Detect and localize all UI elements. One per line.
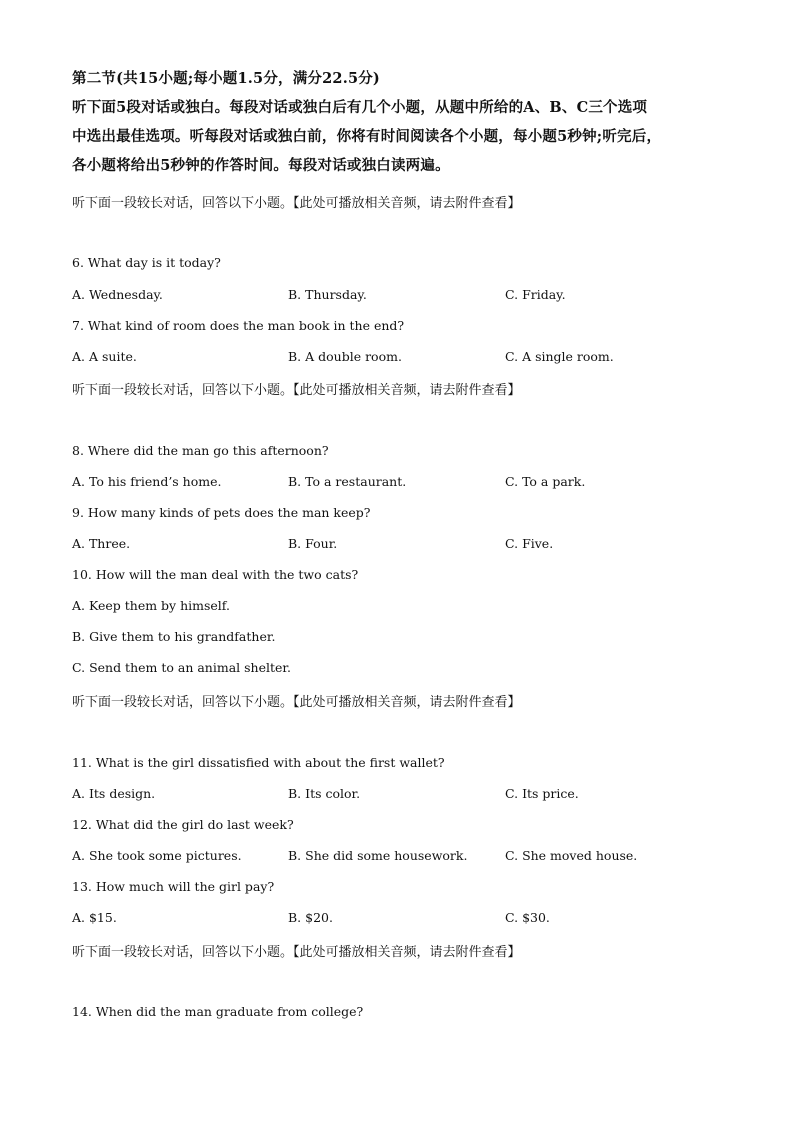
question-7-option-c: C. A single room. bbox=[505, 349, 614, 364]
question-12-option-b: B. She did some housework. bbox=[288, 848, 468, 863]
question-11: 11. What is the girl dissatisfied with about the first wallet? bbox=[72, 755, 445, 770]
question-11-option-a: A. Its design. bbox=[72, 786, 156, 801]
question-8-option-b: B. To a restaurant. bbox=[288, 474, 407, 489]
question-14: 14. When did the man graduate from college? bbox=[72, 1004, 364, 1019]
question-11-option-c: C. Its price. bbox=[505, 786, 579, 801]
question-12-option-c: C. She moved house. bbox=[505, 848, 638, 863]
segment-intro: 听下面一段较长对话，回答以下小题。【此处可播放相关音频，请去附件查看】 bbox=[72, 695, 521, 710]
question-7: 7. What kind of room does the man book in the end? bbox=[72, 318, 405, 333]
question-7-option-b: B. A double room. bbox=[288, 349, 402, 364]
instruction-line-1: 听下面5段对话或独白。每段对话或独白后有几个小题，从题中所给的A、B、C三个选项 bbox=[72, 99, 648, 116]
question-6-option-b: B. Thursday. bbox=[288, 287, 367, 302]
section-heading bbox=[72, 64, 722, 180]
question-9-option-c: C. Five. bbox=[505, 536, 554, 551]
question-6: 6. What day is it today? bbox=[72, 255, 221, 270]
question-12-option-a: A. She took some pictures. bbox=[72, 848, 242, 863]
question-9-option-a: A. Three. bbox=[72, 536, 131, 551]
segment-intro: 听下面一段较长对话，回答以下小题。【此处可播放相关音频，请去附件查看】 bbox=[72, 196, 521, 211]
question-9-option-b: B. Four. bbox=[288, 536, 338, 551]
question-11-option-b: B. Its color. bbox=[288, 786, 361, 801]
instruction-line-3: 各小题将给出5秒钟的作答时间。每段对话或独白读两遍。 bbox=[72, 157, 450, 174]
segment-intro: 听下面一段较长对话，回答以下小题。【此处可播放相关音频，请去附件查看】 bbox=[72, 945, 521, 960]
question-10-option-b: B. Give them to his grandfather. bbox=[72, 629, 276, 644]
question-9: 9. How many kinds of pets does the man keep? bbox=[72, 505, 371, 520]
question-12: 12. What did the girl do last week? bbox=[72, 817, 294, 832]
question-6-option-c: C. Friday. bbox=[505, 287, 566, 302]
question-10-option-a: A. Keep them by himself. bbox=[72, 598, 230, 613]
question-10: 10. How will the man deal with the two cats? bbox=[72, 567, 359, 582]
question-10-option-c: C. Send them to an animal shelter. bbox=[72, 660, 291, 675]
question-8-option-c: C. To a park. bbox=[505, 474, 586, 489]
question-13-option-c: C. $30. bbox=[505, 910, 550, 925]
question-13-option-b: B. $20. bbox=[288, 910, 333, 925]
question-13: 13. How much will the girl pay? bbox=[72, 879, 275, 894]
question-8: 8. Where did the man go this afternoon? bbox=[72, 443, 329, 458]
question-13-option-a: A. $15. bbox=[72, 910, 117, 925]
question-6-option-a: A. Wednesday. bbox=[72, 287, 163, 302]
question-7-option-a: A. A suite. bbox=[72, 349, 137, 364]
instruction-line-2: 中选出最佳选项。听每段对话或独白前，你将有时间阅读各个小题，每小题5秒钟;听完后， bbox=[72, 128, 662, 145]
question-8-option-a: A. To his friend’s home. bbox=[72, 474, 222, 489]
section-title: 第二节(共15小题;每小题1.5分，满分22.5分) bbox=[72, 70, 380, 87]
segment-intro: 听下面一段较长对话，回答以下小题。【此处可播放相关音频，请去附件查看】 bbox=[72, 383, 521, 398]
